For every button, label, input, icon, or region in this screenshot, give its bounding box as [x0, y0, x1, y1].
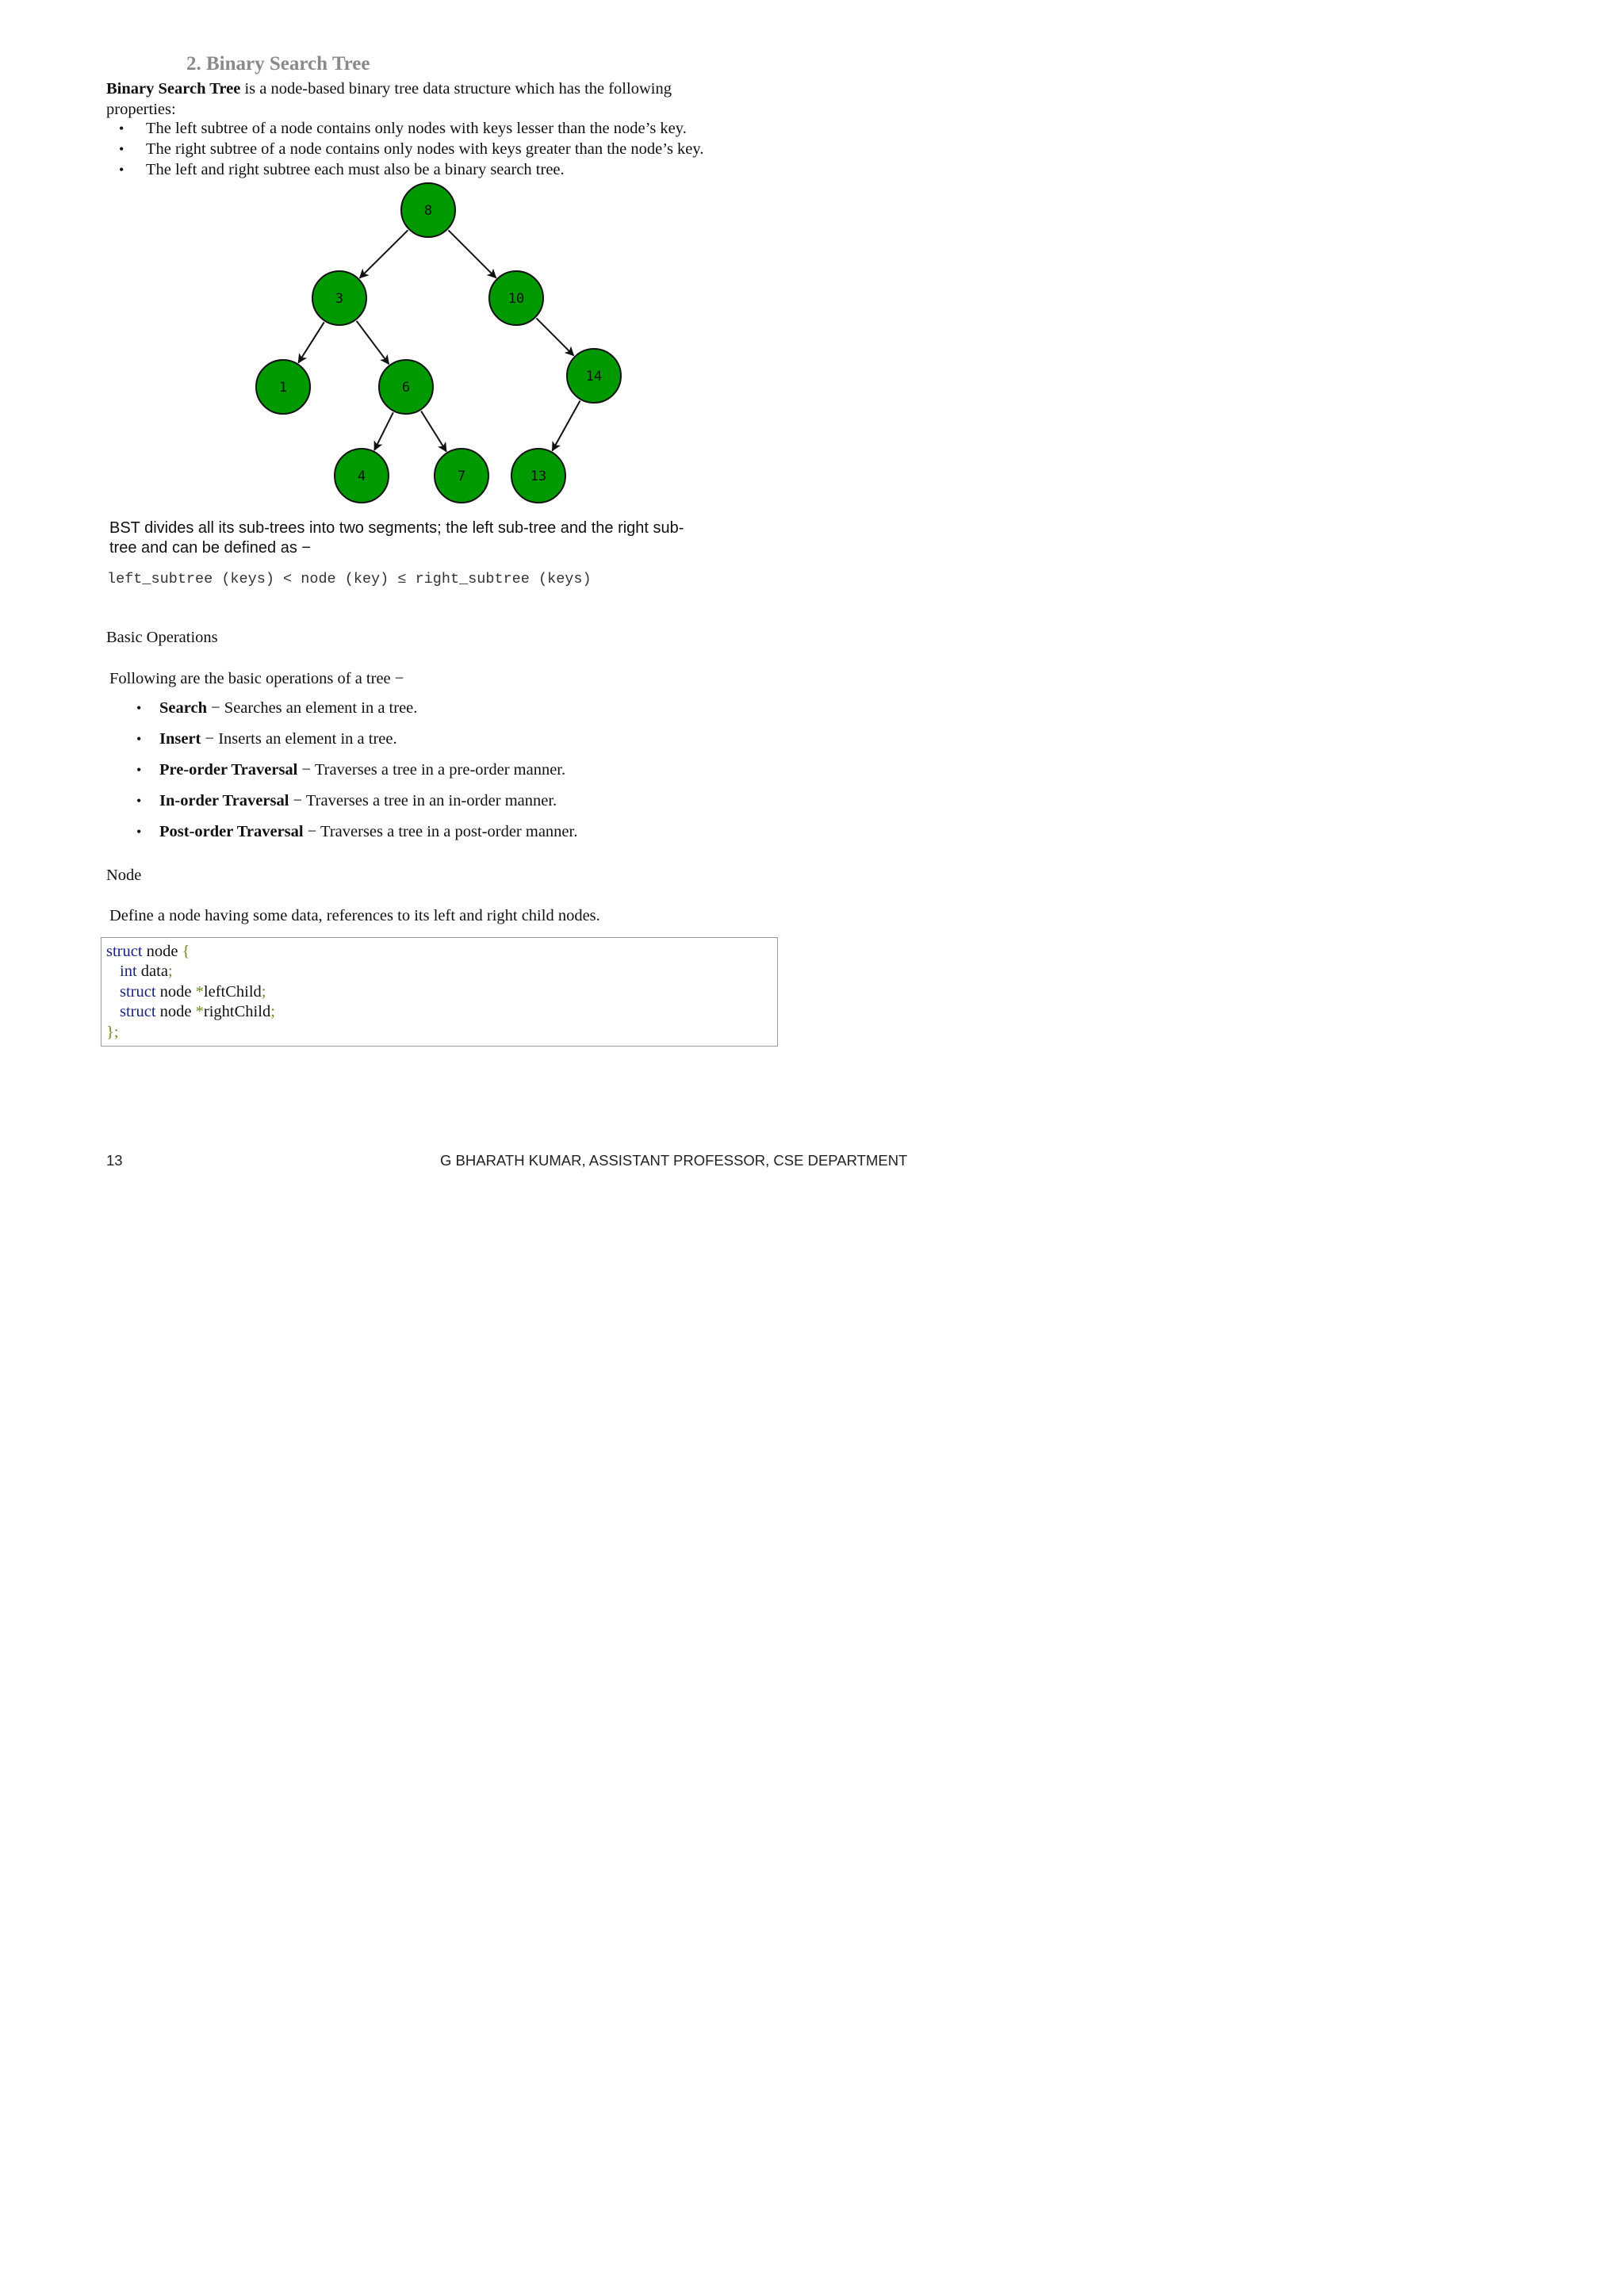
- property-text: The left subtree of a node contains only nodes with keys lesser than the node’s key.: [146, 120, 687, 137]
- tree-node-label: 3: [335, 291, 344, 307]
- tree-node-8: [401, 183, 455, 237]
- tree-node-6: [379, 360, 433, 414]
- operation-desc: − Inserts an element in a tree.: [201, 730, 397, 748]
- operations-intro: Following are the basic operations of a tree −: [109, 670, 404, 687]
- basic-operations-title: Basic Operations: [106, 629, 218, 646]
- section-heading: 2. Binary Search Tree: [186, 53, 370, 75]
- bullet-icon: •: [136, 793, 142, 809]
- code-line: };: [106, 1024, 119, 1041]
- code-line: int data;: [120, 962, 173, 980]
- tree-node-4: [335, 449, 389, 503]
- tree-node-label: 8: [423, 203, 433, 219]
- tree-node-3: [312, 271, 366, 325]
- intro-term: Binary Search Tree: [106, 80, 241, 98]
- tree-node-label: 7: [457, 469, 466, 484]
- segments-line-1: BST divides all its sub-trees into two segments; the left sub-tree and the right sub-: [109, 519, 684, 537]
- operation-name: Post-order Traversal: [159, 823, 304, 840]
- intro-rest: is a node-based binary tree data structure which has the following: [240, 80, 672, 98]
- tree-edge-14-13: [552, 400, 580, 450]
- tree-node-14: [567, 349, 621, 403]
- tree-edge-3-1: [298, 322, 324, 362]
- code-line: struct node *leftChild;: [120, 983, 266, 1001]
- bullet-icon: •: [136, 824, 142, 840]
- tree-node-10: [489, 271, 543, 325]
- footer-author: G BHARATH KUMAR, ASSISTANT PROFESSOR, CSE DEPARTMENT: [440, 1152, 908, 1169]
- tree-node-label: 4: [357, 469, 366, 484]
- code-block: [101, 937, 778, 1047]
- tree-node-label: 10: [508, 291, 525, 307]
- bullet-icon: •: [119, 162, 124, 178]
- operation-name: Search: [159, 699, 207, 717]
- bullet-icon: •: [136, 700, 142, 716]
- tree-edge-6-7: [421, 411, 446, 452]
- operation-desc: − Traverses a tree in a post-order manner.: [303, 823, 578, 840]
- tree-edge-10-14: [536, 318, 573, 355]
- intro-line-2: properties:: [106, 101, 176, 118]
- operation-desc: − Traverses a tree in a pre-order manner.: [297, 761, 566, 779]
- property-text: The right subtree of a node contains only nodes with keys greater than the node’s key.: [146, 140, 704, 158]
- tree-node-label: 13: [530, 469, 547, 484]
- bullet-icon: •: [136, 731, 142, 747]
- code-line: struct node *rightChild;: [120, 1003, 275, 1020]
- operation-desc: − Traverses a tree in an in-order manner.: [289, 792, 557, 809]
- tree-node-1: [256, 360, 310, 414]
- tree-node-13: [511, 449, 565, 503]
- bullet-icon: •: [136, 762, 142, 778]
- tree-node-label: 6: [401, 380, 411, 396]
- operation-name: Pre-order Traversal: [159, 761, 298, 779]
- tree-node-label: 14: [585, 369, 603, 385]
- segments-line-2: tree and can be defined as −: [109, 539, 312, 557]
- operation-desc: − Searches an element in a tree.: [206, 699, 418, 717]
- code-line: struct node {: [106, 943, 190, 960]
- tree-edge-8-10: [448, 230, 496, 277]
- bullet-icon: •: [119, 141, 124, 157]
- property-text: The left and right subtree each must also be a binary search tree.: [146, 161, 565, 178]
- tree-edge-6-4: [374, 412, 393, 450]
- tree-node-label: 1: [278, 380, 288, 396]
- bst-diagram: [0, 0, 879, 523]
- node-title: Node: [106, 867, 142, 884]
- operation-name: In-order Traversal: [159, 792, 289, 809]
- tree-edge-8-3: [360, 230, 408, 277]
- tree-node-7: [435, 449, 488, 503]
- page-number: 13: [106, 1152, 123, 1169]
- bst-formula: left_subtree (keys) < node (key) ≤ right_subtree (keys): [107, 571, 592, 587]
- tree-edge-3-6: [357, 321, 389, 364]
- bullet-icon: •: [119, 121, 124, 136]
- node-description: Define a node having some data, references to its left and right child nodes.: [109, 907, 600, 924]
- operation-name: Insert: [159, 730, 201, 748]
